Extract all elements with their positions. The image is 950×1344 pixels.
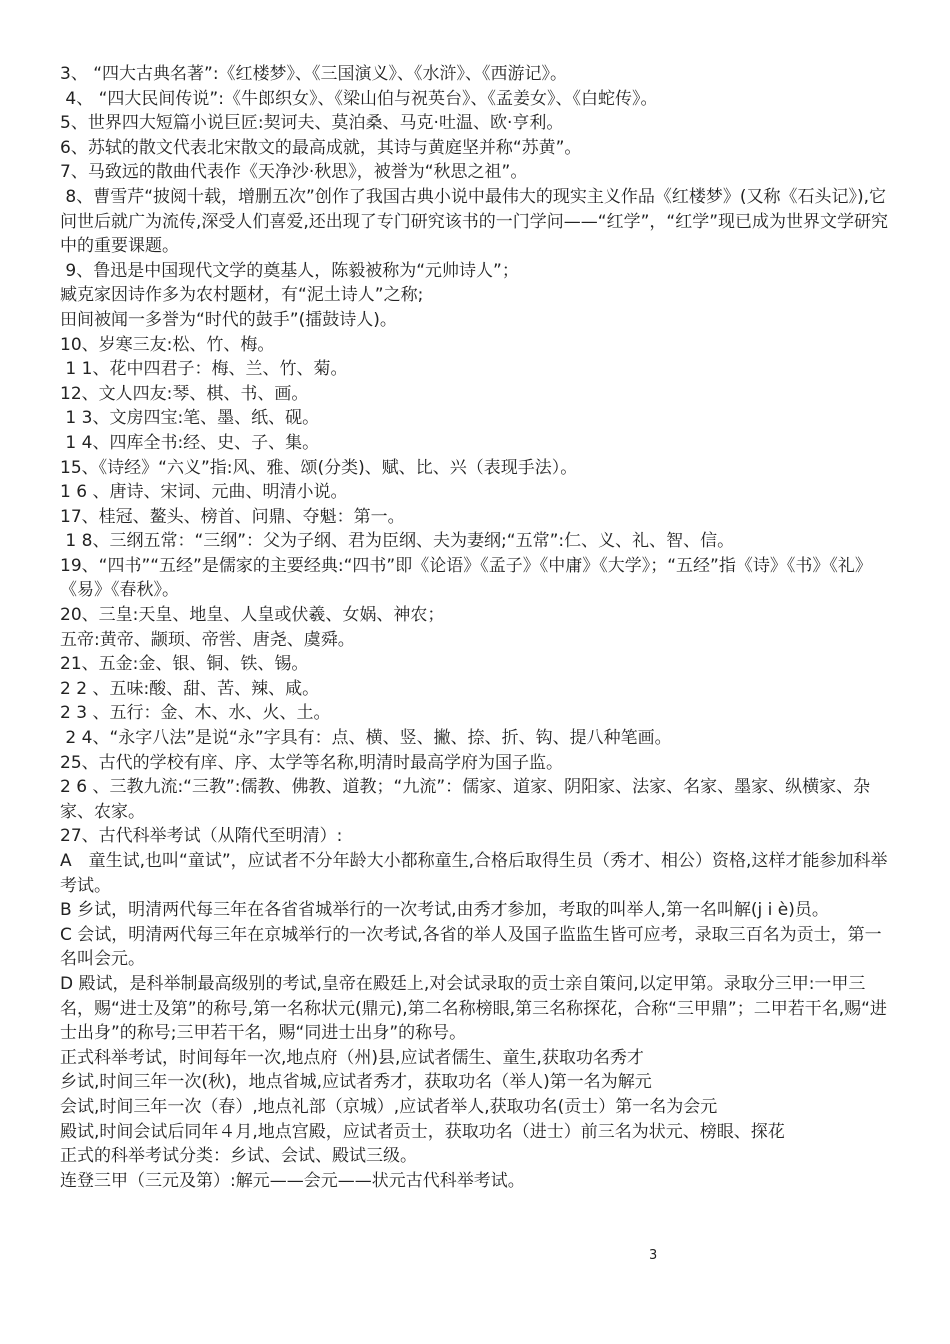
text-line: 正式科举考试，时间每年一次,地点府（州)县,应试者儒生、童生,获取功名秀才 — [60, 1047, 644, 1068]
text-line: 6、苏轼的散文代表北宋散文的最高成就，其诗与黄庭坚并称“苏黄”。 — [60, 137, 582, 158]
text-line: 27、古代科举考试（从隋代至明清）: — [60, 826, 343, 847]
text-line: 臧克家因诗作多为农村题材，有“泥土诗人”之称; — [60, 285, 424, 306]
text-line: 1 4、四库全书:经、史、子、集。 — [60, 432, 320, 453]
text-paragraph: A 童生试,也叫“童试”，应试者不分年龄大小都称童生,合格后取得生员（秀才、相公）资格,这样才能参加科举考试。 — [60, 851, 888, 896]
text-line: 1 6 、唐诗、宋词、元曲、明清小说。 — [60, 482, 348, 503]
text-line: 殿试,时间会试后同年４月,地点宫殿，应试者贡士，获取功名（进士）前三名为状元、榜眼、探花 — [60, 1121, 785, 1142]
page-number: 3 — [649, 1248, 658, 1263]
text-line: 20、三皇:天皇、地皇、人皇或伏羲、女娲、神农； — [60, 605, 445, 626]
text-line: 2 3 、五行：金、木、水、火、土。 — [60, 703, 331, 724]
text-paragraph: 19、“四书”“五经”是儒家的主要经典:“四书”即《论语》《孟子》《中庸》《大学》；“五经”指《诗》《书》《礼》《易》《春秋》。 — [60, 555, 872, 601]
text-line: 17、桂冠、鳌头、榜首、问鼎、夺魁：第一。 — [60, 506, 405, 527]
text-line: 1 1、花中四君子：梅、兰、竹、菊。 — [60, 359, 348, 380]
text-paragraph: C 会试，明清两代每三年在京城举行的一次考试,各省的举人及国子监监生皆可应考，录取三百名为贡士，第一名叫会元。 — [60, 924, 882, 970]
text-paragraph: 8、曹雪芹“披阅十载，增删五次”创作了我国古典小说中最伟大的现实主义作品《红楼梦》(又称《石头记》),它问世后就广为流传,深受人们喜爱,还出现了专门研究该书的一门学问——“红学”，“红学”现已成为世界文学研究中的重要课题。 — [60, 186, 889, 257]
text-line: 3、 “四大古典名著”:《红楼梦》、《三国演义》、《水浒》、《西游记》。 — [60, 64, 568, 84]
text-paragraph: D 殿试，是科举制最高级别的考试,皇帝在殿廷上,对会试录取的贡士亲自策问,以定甲第。录取分三甲:一甲三名，赐“进士及第”的称号,第一名称状元(鼎元),第二名称榜眼,第三名称探花，合称“三甲鼎”；二甲若干名,赐“进士出身”的称号;三甲若干名，赐“同进士出身”的称号。 — [60, 973, 887, 1044]
text-line: 五帝:黄帝、颛顼、帝喾、唐尧、虞舜。 — [60, 629, 355, 650]
text-line: 田间被闻一多誉为“时代的鼓手”(擂鼓诗人)。 — [60, 309, 397, 330]
text-line: 12、文人四友:琴、棋、书、画。 — [60, 383, 309, 404]
text-line: 4、 “四大民间传说”:《牛郎织女》、《梁山伯与祝英台》、《孟姜女》、《白蛇传》。 — [60, 88, 658, 109]
text-line: 21、五金:金、银、铜、铁、锡。 — [60, 654, 309, 675]
text-line: B 乡试，明清两代每三年在各省省城举行的一次考试,由秀才参加，考取的叫举人,第一名叫解(j i è)员。 — [60, 900, 829, 921]
text-line: 5、世界四大短篇小说巨匠:契诃夫、莫泊桑、马克·吐温、欧·亨利。 — [60, 113, 564, 134]
text-line: 2 4、“永字八法”是说“永”字具有：点、横、竖、撇、捺、折、钩、提八种笔画。 — [60, 728, 672, 749]
text-line: 会试,时间三年一次（春）,地点礼部（京城）,应试者举人,获取功名(贡士）第一名为会元 — [60, 1096, 718, 1117]
text-line: 9、鲁迅是中国现代文学的奠基人，陈毅被称为“元帅诗人”； — [60, 260, 519, 281]
text-line: 连登三甲（三元及第）:解元——会元——状元古代科举考试。 — [60, 1170, 525, 1191]
text-line: 乡试,时间三年一次(秋)，地点省城,应试者秀才，获取功名（举人)第一名为解元 — [60, 1072, 652, 1093]
text-paragraph: 2 6 、三教九流:“三教”:儒教、佛教、道教；“九流”：儒家、道家、阴阳家、法家、名家、墨家、纵横家、杂家、农家。 — [60, 777, 871, 822]
text-line: 1 8、三纲五常：“三纲”：父为子纲、君为臣纲、夫为妻纲;“五常”:仁、义、礼、智、信。 — [60, 531, 735, 552]
text-line: 7、马致远的散曲代表作《天净沙·秋思》，被誉为“秋思之祖”。 — [60, 162, 528, 183]
text-line: 25、古代的学校有庠、序、太学等名称,明清时最高学府为国子监。 — [60, 752, 564, 773]
text-line: 10、岁寒三友:松、竹、梅。 — [60, 334, 275, 355]
text-line: 15、《诗经》“六义”指:风、雅、颂(分类)、赋、比、兴（表现手法）。 — [60, 457, 578, 478]
document-body — [60, 62, 898, 1193]
text-line: 1 3、文房四宝:笔、墨、纸、砚。 — [60, 408, 320, 429]
text-line: 2 2 、五味:酸、甜、苦、辣、咸。 — [60, 678, 320, 699]
text-line: 正式的科举考试分类：乡试、会试、殿试三级。 — [60, 1146, 417, 1167]
